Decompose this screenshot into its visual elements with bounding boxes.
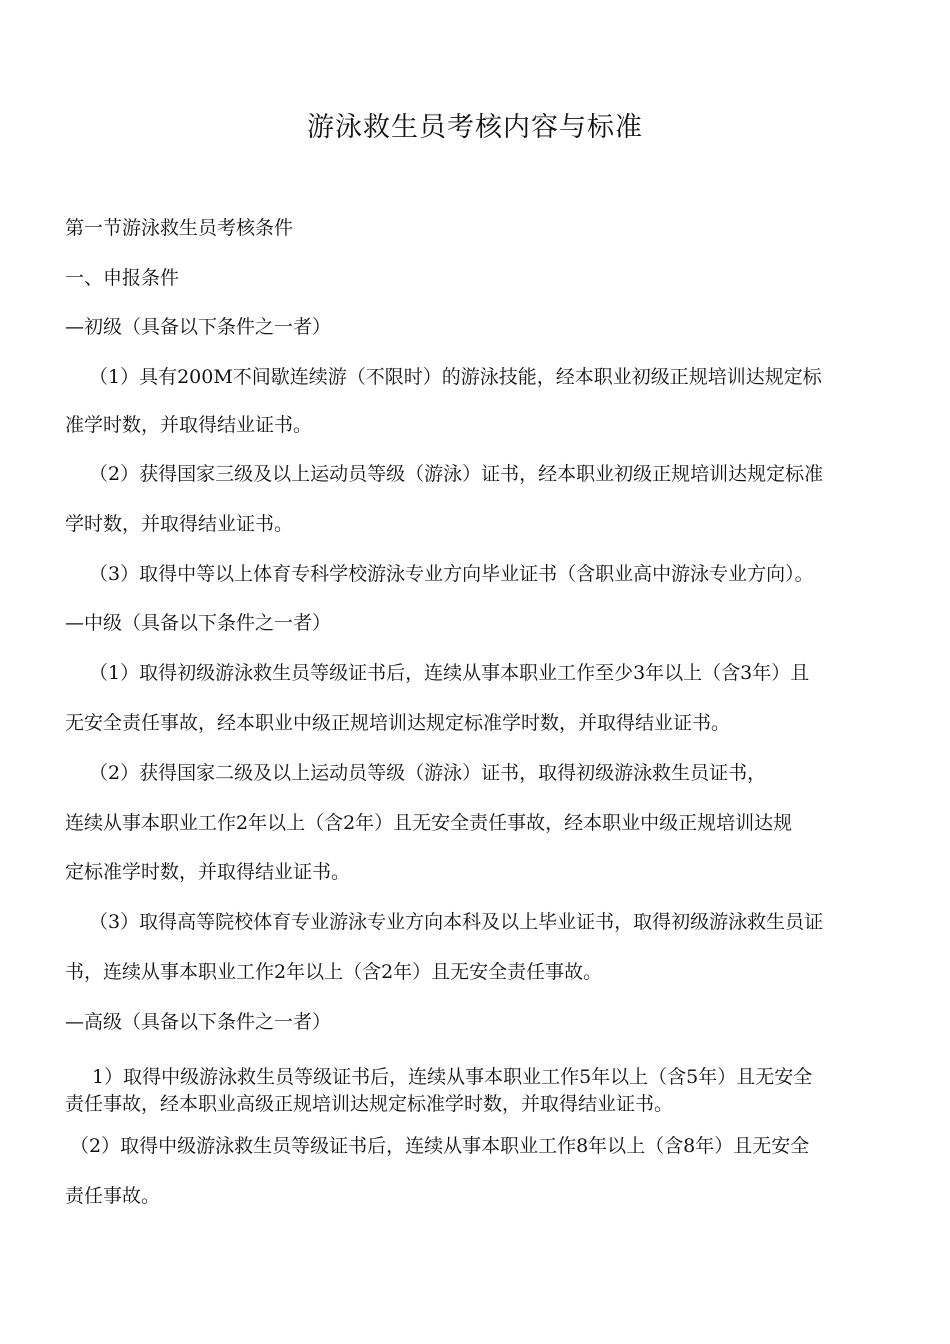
intermediate-item-3-line-1: （3）取得高等院校体育专业游泳专业方向本科及以上毕业证书，取得初级游泳救生员证 — [89, 911, 824, 933]
intermediate-item-1-line-2: 无安全责任事故，经本职业中级正规培训达规定标准学时数，并取得结业证书。 — [65, 712, 731, 734]
junior-item-2-line-2: 学时数，并取得结业证书。 — [65, 513, 294, 535]
document-title: 游泳救生员考核内容与标准 — [307, 112, 643, 143]
level-heading-intermediate: —中级（具备以下条件之一者） — [65, 612, 332, 634]
junior-item-1-line-2: 准学时数，并取得结业证书。 — [65, 414, 313, 436]
intermediate-item-1-line-1: （1）取得初级游泳救生员等级证书后，连续从事本职业工作至少3年以上（含3年）且 — [89, 662, 810, 684]
junior-item-3: （3）取得中等以上体育专科学校游泳专业方向毕业证书（含职业高中游泳专业方向）。 — [89, 563, 814, 585]
subsection-heading: 一、申报条件 — [65, 267, 180, 289]
section-heading: 第一节游泳救生员考核条件 — [65, 217, 294, 239]
level-heading-junior: —初级（具备以下条件之一者） — [65, 316, 332, 338]
senior-item-1-line-1: 1）取得中级游泳救生员等级证书后，连续从事本职业工作5年以上（含5年）且无安全 — [92, 1066, 813, 1088]
junior-item-1-line-1: （1）具有200M不间歇连续游（不限时）的游泳技能，经本职业初级正规培训达规定标 — [89, 366, 822, 388]
senior-item-2-line-1: （2）取得中级游泳救生员等级证书后，连续从事本职业工作8年以上（含8年）且无安全 — [70, 1135, 810, 1157]
junior-item-2-line-1: （2）获得国家三级及以上运动员等级（游泳）证书，经本职业初级正规培训达规定标准 — [89, 463, 824, 485]
senior-item-1-line-2: 责任事故，经本职业高级正规培训达规定标准学时数，并取得结业证书。 — [65, 1093, 674, 1115]
level-heading-senior: —高级（具备以下条件之一者） — [65, 1011, 332, 1033]
intermediate-item-2-line-1: （2）获得国家二级及以上运动员等级（游泳）证书，取得初级游泳救生员证书， — [89, 762, 767, 784]
intermediate-item-3-line-2: 书，连续从事本职业工作2年以上（含2年）且无安全责任事故。 — [65, 961, 603, 983]
senior-item-2-line-2: 责任事故。 — [65, 1185, 161, 1207]
intermediate-item-2-line-2: 连续从事本职业工作2年以上（含2年）且无安全责任事故，经本职业中级正规培训达规 — [65, 812, 793, 834]
intermediate-item-2-line-3: 定标准学时数，并取得结业证书。 — [65, 861, 351, 883]
